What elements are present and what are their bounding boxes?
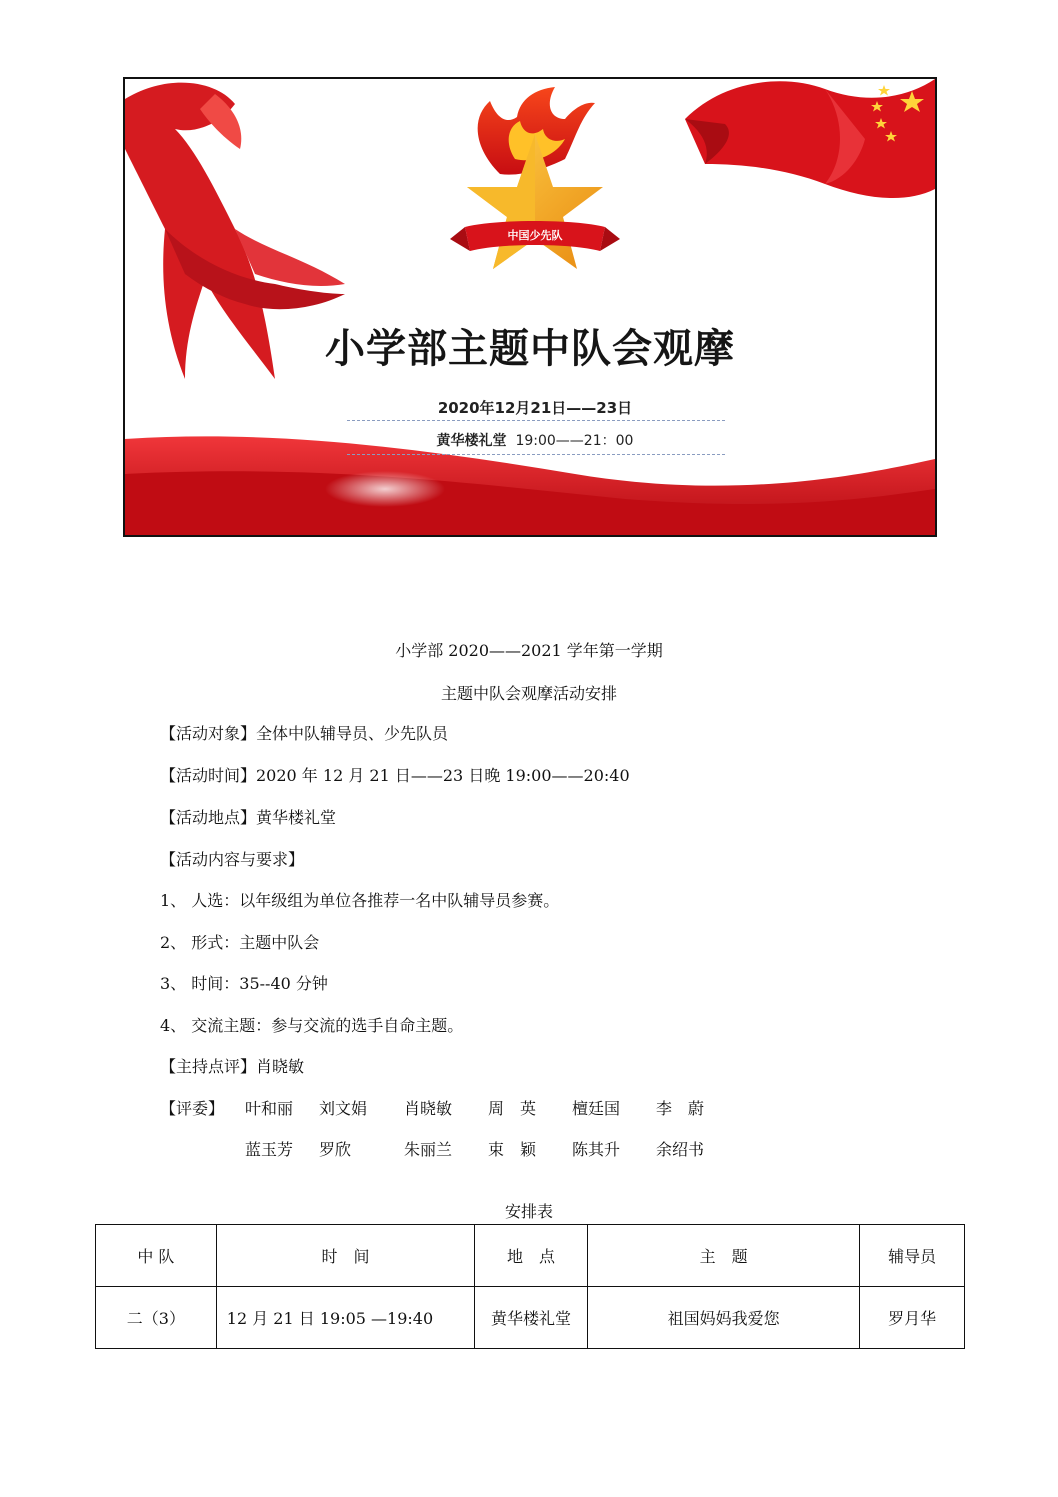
judge-name: 李 蔚 — [656, 1099, 705, 1118]
banner-title: 小学部主题中队会观摩 — [325, 326, 735, 372]
table-caption: 安排表 — [504, 1202, 553, 1221]
host-commentator: 【主持点评】肖晓敏 — [160, 1057, 305, 1076]
judge-name: 周 英 — [488, 1099, 537, 1118]
doc-heading-1: 小学部 2020——2021 学年第一学期 — [395, 641, 663, 660]
judge-name: 余绍书 — [656, 1140, 705, 1159]
requirement-3: 3、 时间：35--40 分钟 — [160, 974, 328, 993]
cell-counselor: 罗月华 — [860, 1287, 965, 1349]
activity-content-heading: 【活动内容与要求】 — [160, 850, 305, 869]
cell-squad: 二（3） — [96, 1287, 217, 1349]
red-wave-graphic — [125, 436, 935, 535]
judge-name: 肖晓敏 — [404, 1099, 453, 1118]
judge-name: 陈其升 — [572, 1140, 621, 1159]
banner-image — [123, 77, 937, 537]
venue-label: 黄华楼礼堂 — [436, 433, 507, 449]
activity-time: 【活动时间】2020 年 12 月 21 日——23 日晚 19:00——20:40 — [160, 766, 630, 785]
schedule-table — [95, 1224, 965, 1349]
judge-name: 叶和丽 — [245, 1099, 294, 1118]
requirement-1: 1、 人选：以年级组为单位各推荐一名中队辅导员参赛。 — [160, 891, 560, 910]
judge-name: 束 颖 — [488, 1140, 537, 1159]
divider-dotted — [347, 454, 725, 455]
banner-date: 2020年12月21日——23日 — [437, 399, 633, 417]
emblem-text: 中国少先队 — [507, 229, 563, 242]
judge-name: 朱丽兰 — [404, 1140, 453, 1159]
judge-name: 刘文娟 — [319, 1099, 368, 1118]
flag-graphic — [685, 79, 935, 198]
venue-time: 19:00——21：00 — [515, 433, 634, 449]
judge-name: 罗欣 — [319, 1140, 352, 1159]
banner-graphics — [125, 79, 935, 535]
table-header-row — [96, 1225, 965, 1287]
judge-name: 蓝玉芳 — [245, 1140, 294, 1159]
banner-venue — [345, 430, 725, 450]
judge-name: 檀廷国 — [572, 1099, 621, 1118]
requirement-4: 4、 交流主题：参与交流的选手自命主题。 — [160, 1016, 464, 1035]
cell-location: 黄华楼礼堂 — [475, 1287, 588, 1349]
header-squad: 中 队 — [96, 1225, 217, 1287]
header-theme: 主 题 — [587, 1225, 859, 1287]
header-counselor: 辅导员 — [860, 1225, 965, 1287]
table-row — [96, 1287, 965, 1349]
cell-time: 12 月 21 日 19:05 —19:40 — [216, 1287, 474, 1349]
judges-label: 【评委】 — [160, 1099, 225, 1118]
activity-target: 【活动对象】全体中队辅导员、少先队员 — [160, 724, 449, 743]
activity-location: 【活动地点】黄华楼礼堂 — [160, 808, 337, 827]
doc-heading-2: 主题中队会观摩活动安排 — [440, 684, 617, 703]
requirement-2: 2、 形式：主题中队会 — [160, 933, 320, 952]
cell-theme: 祖国妈妈我爱您 — [587, 1287, 859, 1349]
header-location: 地 点 — [475, 1225, 588, 1287]
header-time: 时 间 — [216, 1225, 474, 1287]
divider-dotted — [347, 420, 725, 421]
